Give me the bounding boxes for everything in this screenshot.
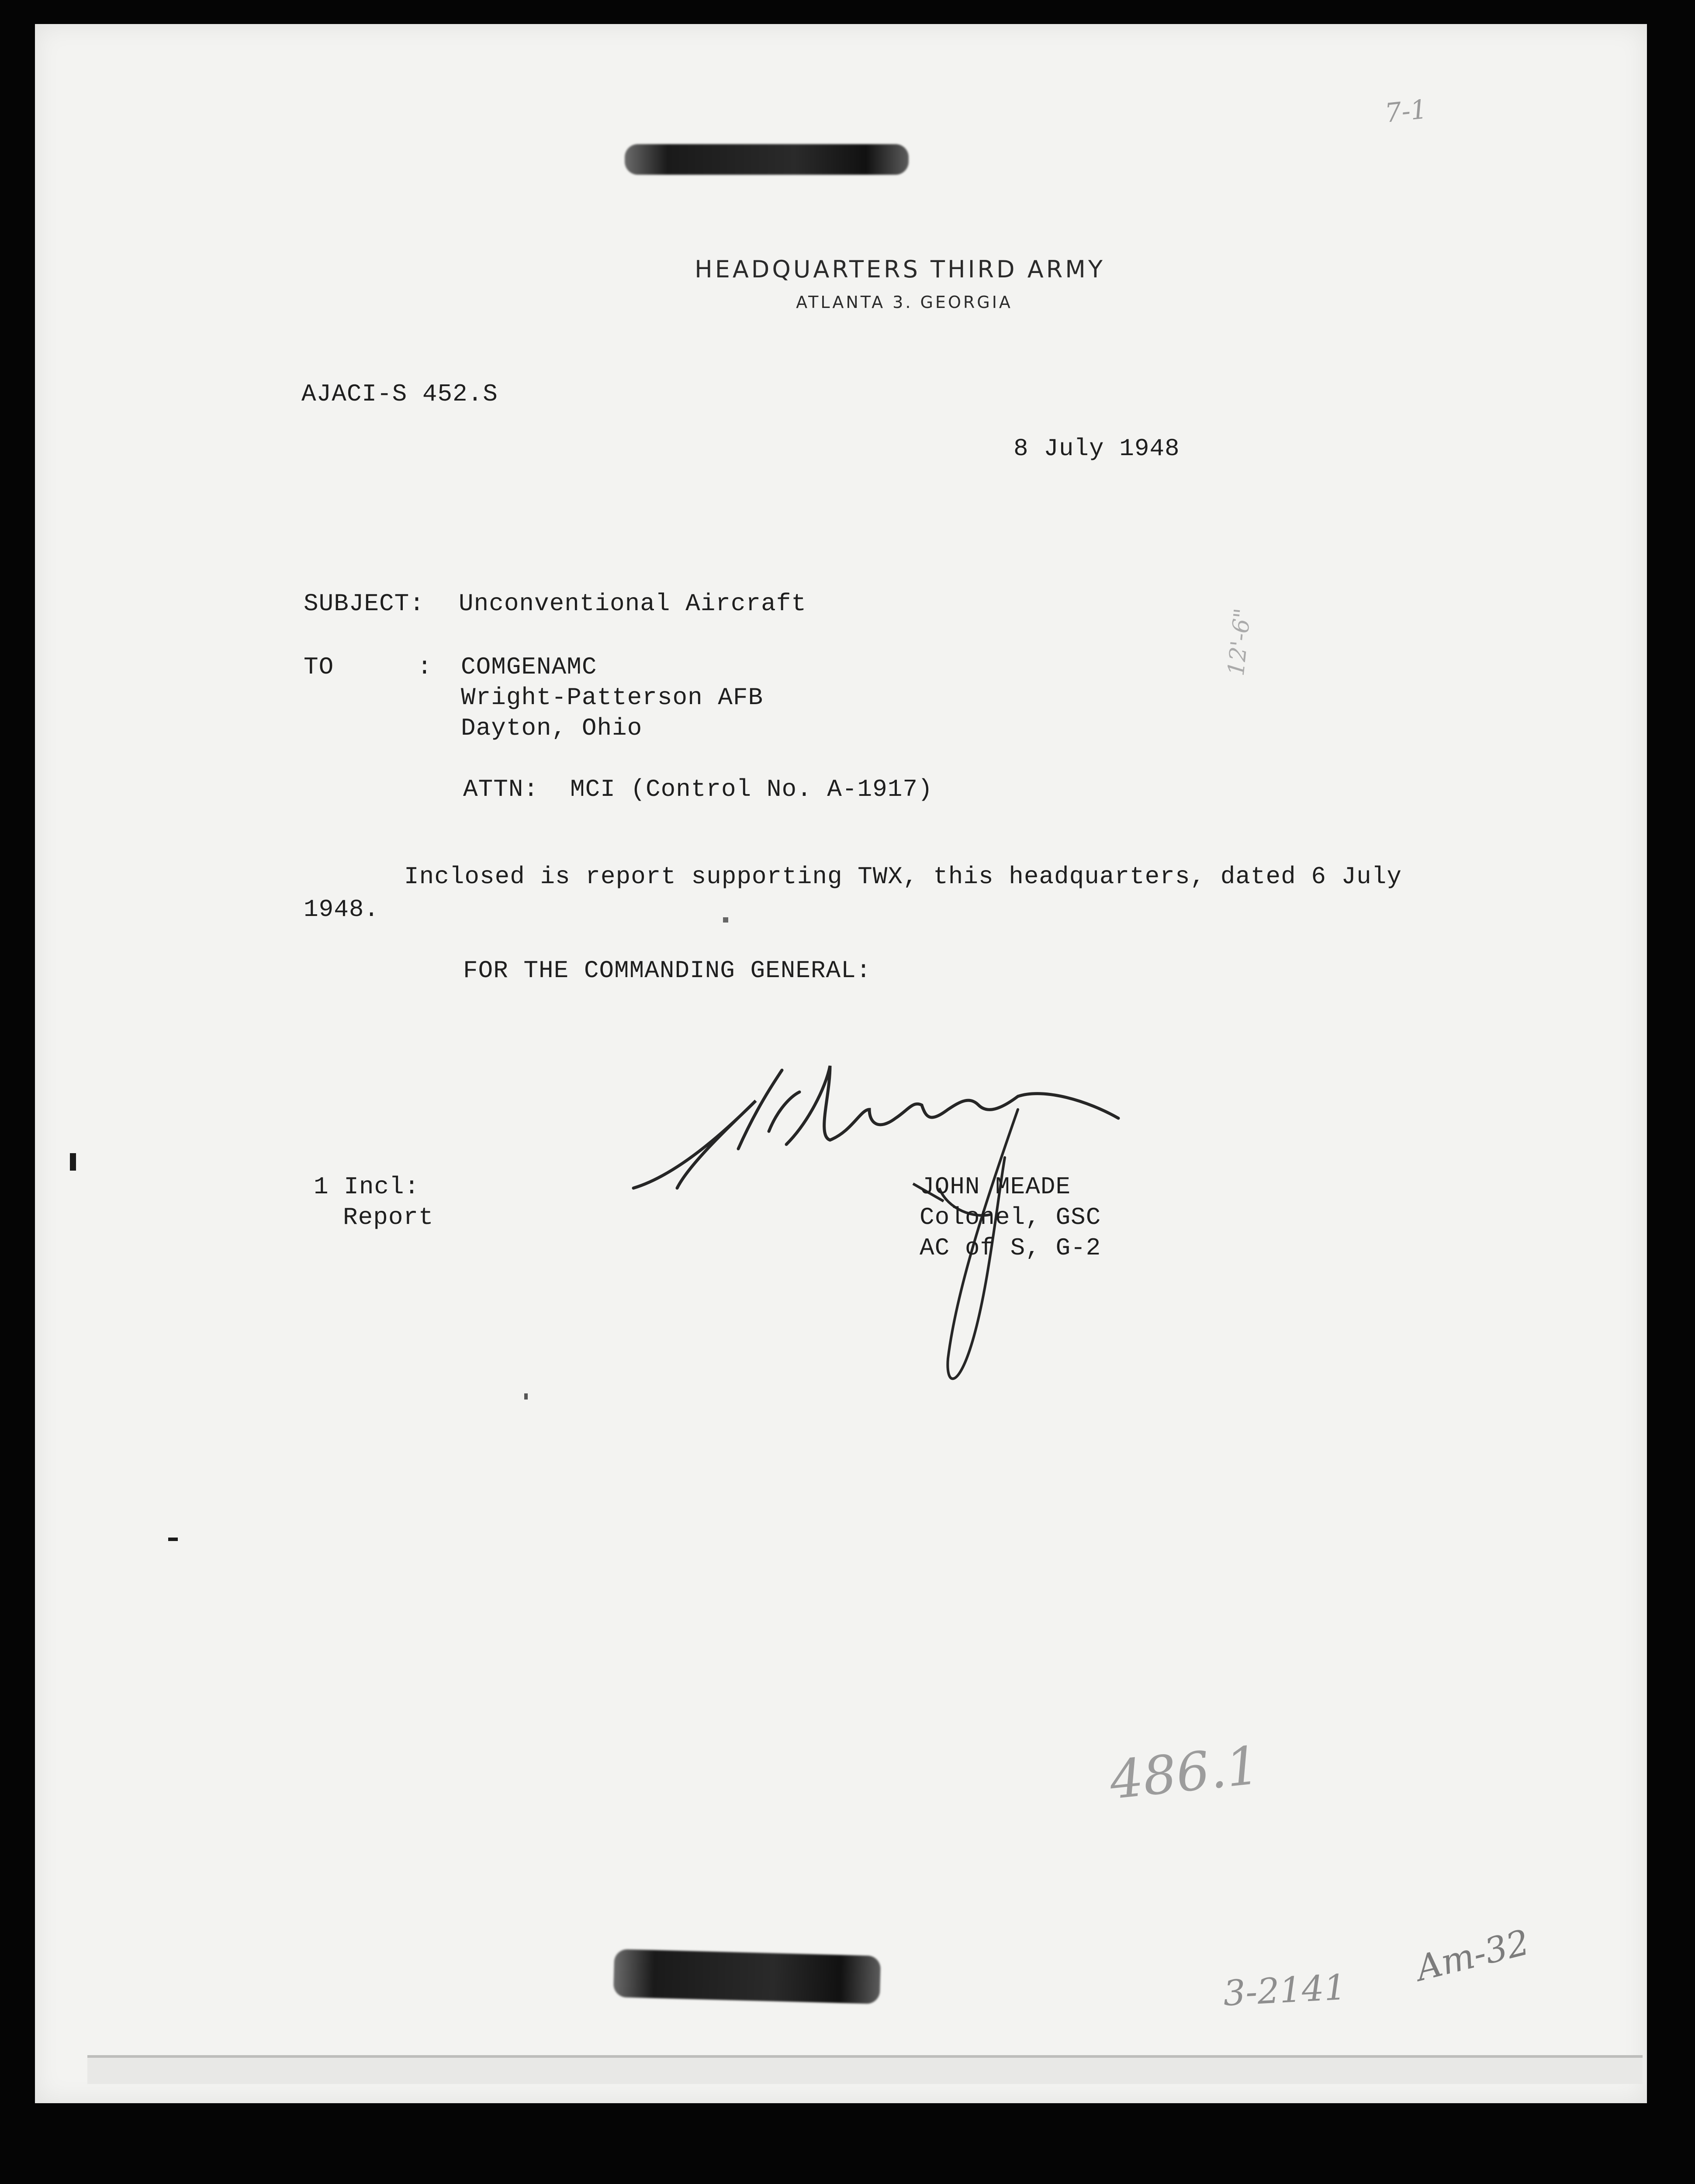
signer-rank: Colonel, GSC (920, 1203, 1101, 1231)
handwritten-note-middle: 486.1 (1107, 1735, 1263, 1811)
redaction-bar-bottom (613, 1949, 881, 2004)
attn-label: ATTN: (463, 775, 539, 803)
to-line-3: Dayton, Ohio (461, 714, 643, 742)
handwritten-note-bottom-right: Am-32 (1412, 1921, 1533, 1989)
subject-value: Unconventional Aircraft (459, 590, 806, 618)
closing-line: FOR THE COMMANDING GENERAL: (463, 957, 872, 985)
redaction-bar-top (625, 144, 909, 175)
to-separator: : (417, 653, 432, 681)
subject-label: SUBJECT: (304, 590, 425, 618)
attn-value: MCI (Control No. A-1917) (570, 775, 933, 803)
body-line-2: 1948. (304, 895, 380, 923)
signer-name: JOHN MEADE (920, 1173, 1071, 1201)
inclosure-line-2: Report (343, 1203, 434, 1231)
body-line-1: Inclosed is report supporting TWX, this headquarters, dated 6 July (404, 863, 1402, 891)
handwritten-note-bottom-left: 3-2141 (1222, 1966, 1347, 2014)
page-bottom-edge (87, 2055, 1643, 2084)
letter-date: 8 July 1948 (1014, 435, 1180, 463)
signer-title: AC of S, G-2 (920, 1234, 1101, 1262)
handwritten-note-side: 12'-6" (1223, 607, 1256, 677)
letterhead-title: HEADQUARTERS THIRD ARMY (695, 256, 1105, 283)
to-label: TO (304, 653, 334, 681)
inclosure-line-1: 1 Incl: (314, 1173, 420, 1201)
reference-number: AJACI-S 452.S (301, 380, 498, 408)
to-line-2: Wright-Patterson AFB (461, 684, 764, 712)
letterhead-address: ATLANTA 3. GEORGIA (796, 293, 1013, 312)
handwritten-note-top-right: 7-1 (1383, 94, 1429, 129)
to-line-1: COMGENAMC (461, 653, 597, 681)
